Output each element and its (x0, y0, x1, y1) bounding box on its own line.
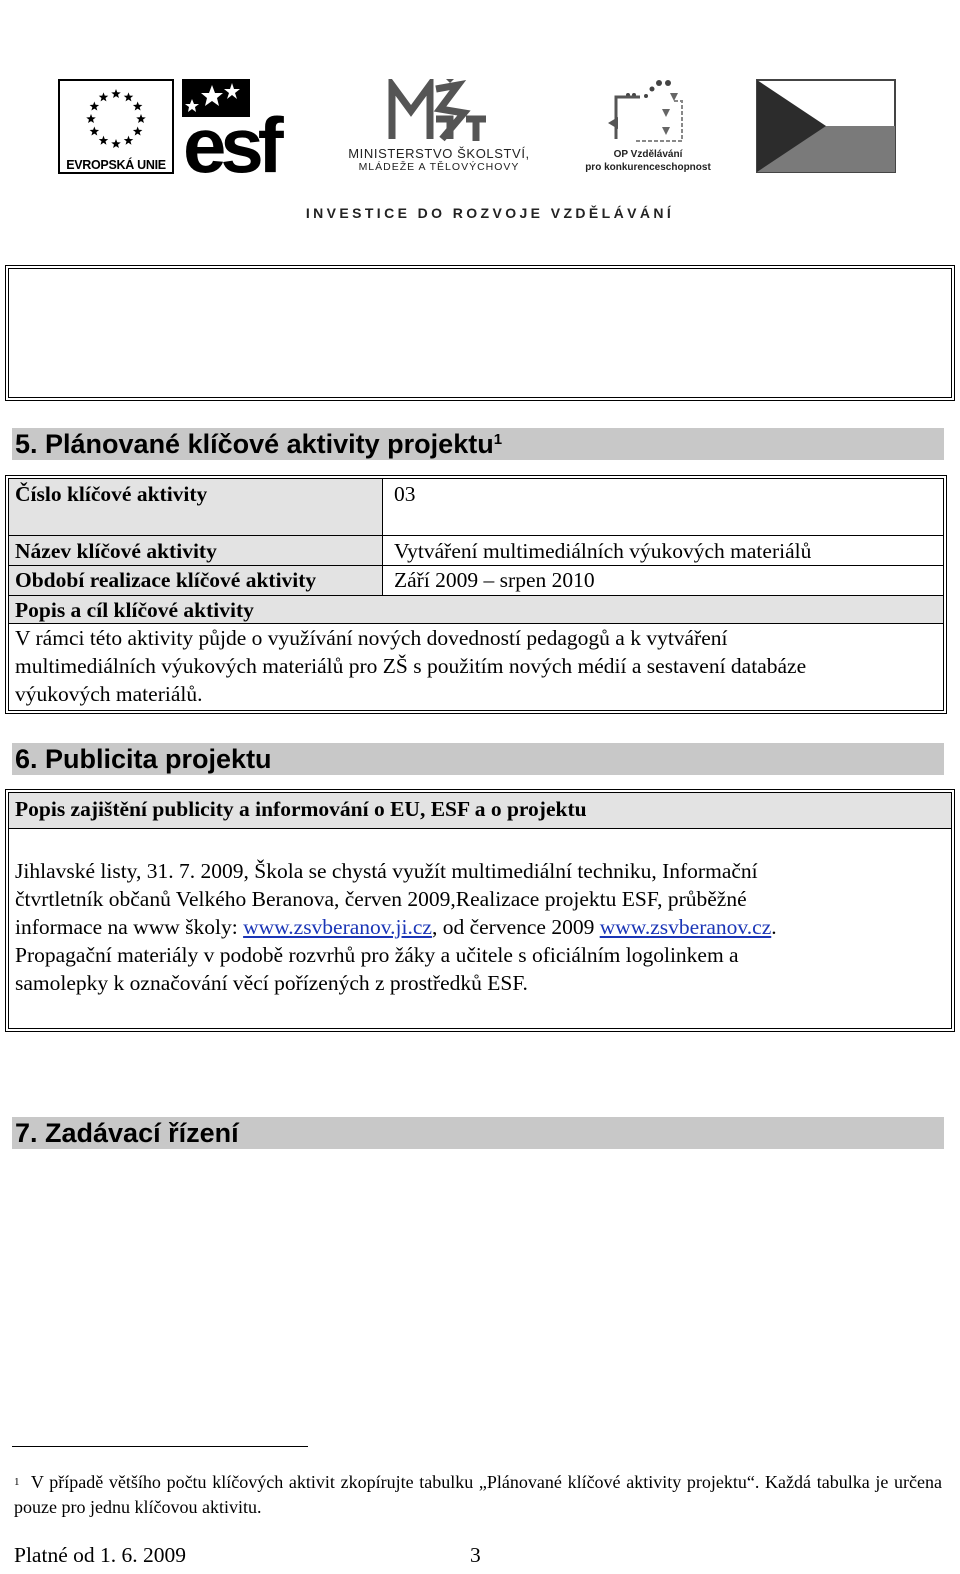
eu-star-icon (90, 127, 100, 136)
activity-description-line: výukových materiálů. (15, 682, 203, 706)
section-7-heading: 7. Zadávací řízení (12, 1117, 944, 1149)
footnote-separator (12, 1446, 308, 1447)
msmt-line2: MLÁDEŽE A TĚLOVÝCHOVY (358, 161, 520, 173)
row-label-activity-name: Název klíčové aktivity (15, 539, 217, 563)
publicity-label: Popis zajištění publicity a informování o EU, ESF a o projektu (15, 797, 587, 821)
row-divider (9, 828, 951, 829)
row-value-activity-number: 03 (394, 482, 416, 506)
valid-from-date: Platné od 1. 6. 2009 (14, 1543, 186, 1567)
publicity-text-line: Jihlavské listy, 31. 7. 2009, Škola se chystá využít multimediální techniku, Informační (15, 859, 758, 883)
activity-description-line: V rámci této aktivity půjde o využívání nových dovedností pedagogů a k vytváření (15, 626, 728, 650)
msmt-line1: MINISTERSTVO ŠKOLSTVÍ, (348, 146, 530, 161)
publicity-text-line: informace na www školy: www.zsvberanov.ji.cz, od července 2009 www.zsvberanov.cz. (15, 915, 777, 939)
school-website-link[interactable]: www.zsvberanov.ji.cz (243, 915, 432, 939)
activity-description-line: multimediálních výukových materiálů pro ZŠ s použitím nových médií a sestavení databáze (15, 654, 807, 678)
row-label-activity-period: Období realizace klíčové aktivity (15, 568, 317, 592)
row-label-activity-description: Popis a cíl klíčové aktivity (15, 598, 254, 622)
tagline: INVESTICE DO ROZVOJE VZDĚLÁVÁNÍ (305, 205, 675, 221)
section-5-heading: 5. Plánované klíčové aktivity projektu$^1$ (12, 428, 944, 460)
eu-star-icon (111, 89, 121, 98)
row-label-activity-number: Číslo klíčové aktivity (15, 482, 208, 506)
eu-star-icon (99, 92, 109, 101)
footnote-text: $^1$ V případě většího počtu klíčových aktivit zkopírujte tabulku „Plánované klíčové aktivity projektu“. Každá tabulka je určena pouze pro jednu klíčovou aktivitu. (14, 1472, 943, 1517)
op-vzdelavani-logo (604, 79, 704, 149)
eu-star-icon (133, 127, 143, 136)
page-number: 3 (470, 1543, 481, 1567)
row-divider (9, 535, 943, 536)
eu-stars-icon (60, 81, 172, 156)
empty-frame-box (5, 265, 955, 401)
footnote-ref: 1 (493, 431, 503, 448)
eu-star-icon (111, 139, 121, 148)
eu-star-icon (86, 114, 96, 123)
school-website-link-2[interactable]: www.zsvberanov.cz (599, 915, 772, 939)
section-6-heading: 6. Publicita projektu (12, 743, 944, 775)
eu-star-icon (99, 136, 109, 145)
row-value-activity-name: Vytváření multimediálních výukových materiálů (394, 539, 812, 563)
eu-logo-text: EVROPSKÁ UNIE (66, 158, 166, 172)
row-value-activity-period: Září 2009 – srpen 2010 (394, 568, 595, 592)
svg-text:esf: esf (183, 101, 278, 174)
op-line2: pro konkurenceschopnost (585, 162, 711, 173)
esf-logo (182, 79, 292, 174)
eu-star-icon (90, 102, 100, 111)
publicity-text-line: čtvrtletník občanů Velkého Beranova, červen 2009,Realizace projektu ESF, průběžné (15, 887, 747, 911)
publicity-text-line: samolepky k označování věcí pořízených z prostředků ESF. (15, 971, 528, 995)
eu-star-icon (124, 92, 134, 101)
column-divider (382, 479, 383, 595)
eu-star-icon (136, 114, 146, 123)
op-line1: OP Vzdělávání (613, 149, 683, 160)
eu-star-icon (133, 102, 143, 111)
czech-flag-logo (756, 79, 896, 173)
eu-star-icon (124, 136, 134, 145)
publicity-text-line: Propagační materiály v podobě rozvrhů pro žáky a učitele s oficiálním logolinkem a (15, 943, 739, 967)
